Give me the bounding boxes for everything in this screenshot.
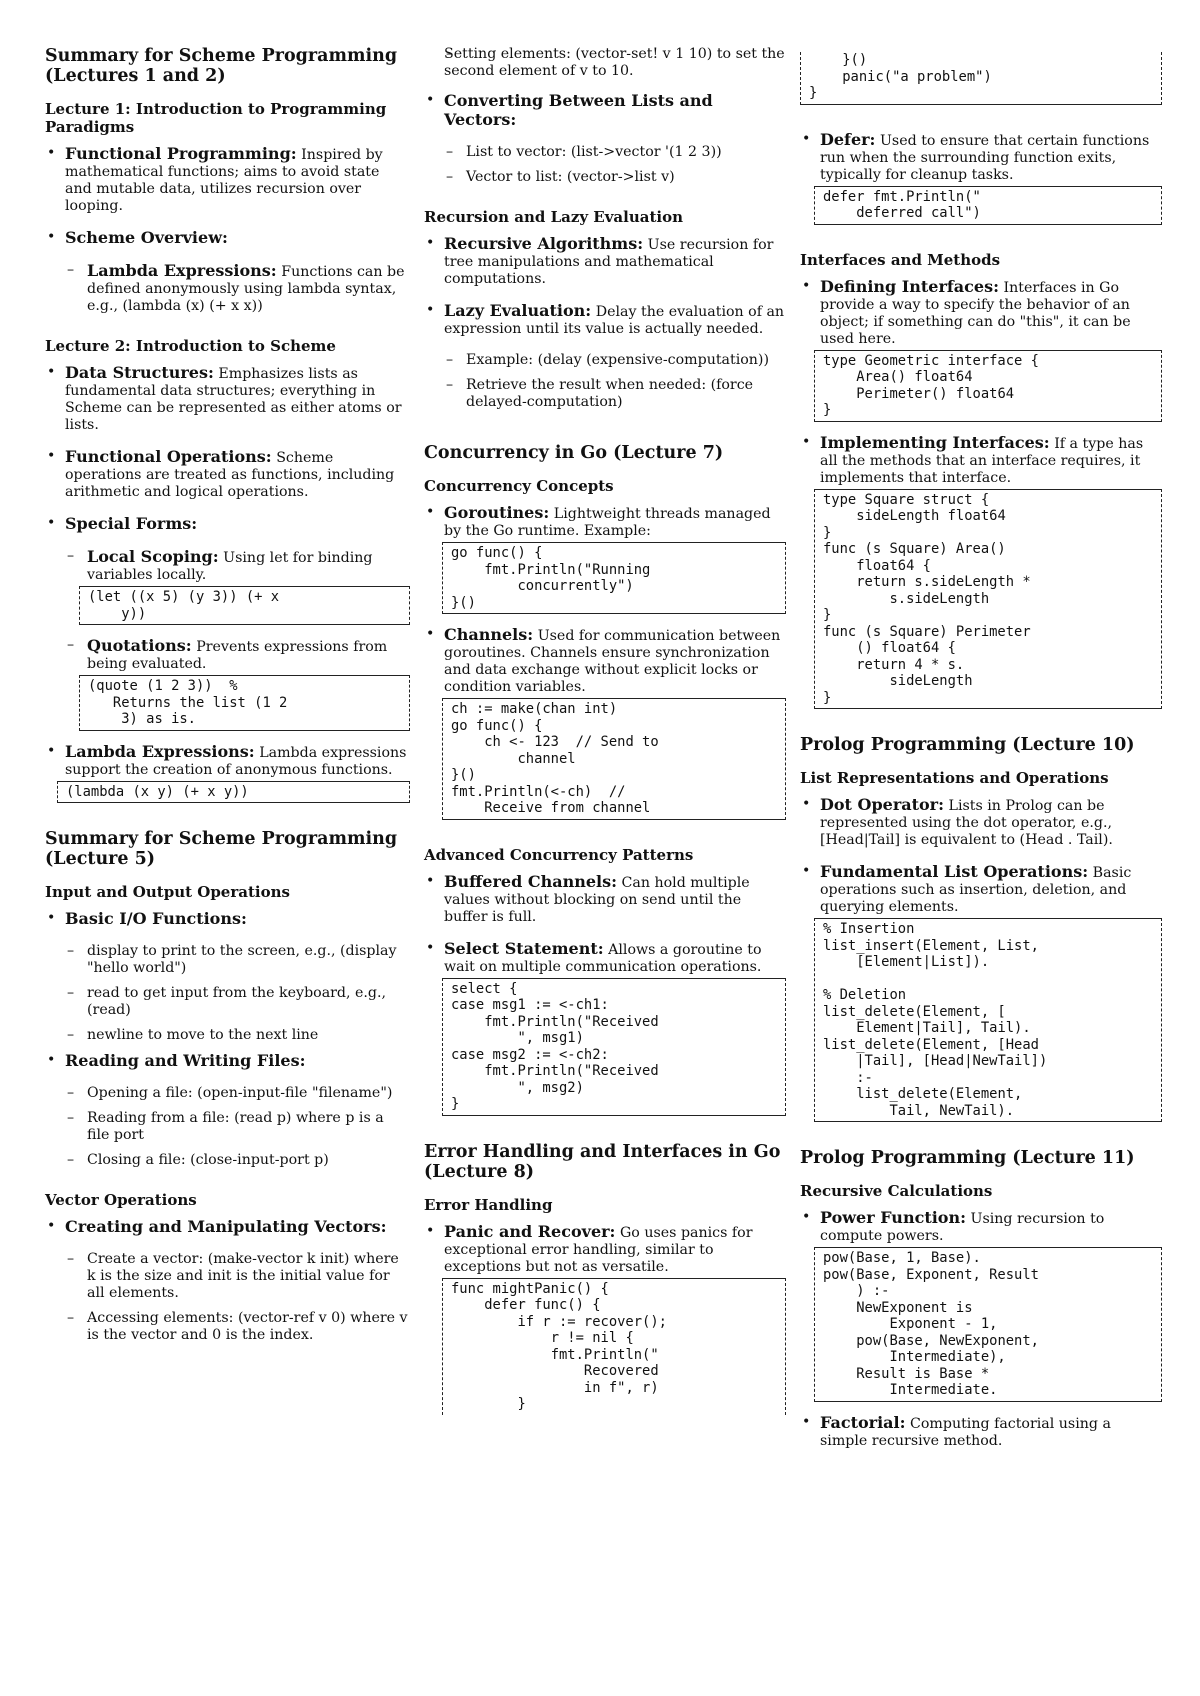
code-block: ch := make(chan int) go func() { ch <- 123 // Send to channel }() fmt.Println(<-ch) // Receive from channel xyxy=(442,698,786,820)
item-label: Quotations: xyxy=(87,636,192,655)
item-label: Functional Operations: xyxy=(65,447,272,466)
sub-item: – Reading from a file: (read p) where p is a file port xyxy=(45,1110,410,1144)
item-text: Scheme operations are treated as functions, including arithmetic and logical operations. xyxy=(65,450,395,500)
list-item xyxy=(45,229,410,248)
subsection-title: Recursive Calculations xyxy=(800,1182,993,1200)
sub-item: – Create a vector: (make-vector k init) where k is the size and init is the initial value for all elements. xyxy=(45,1251,410,1302)
item-text: Computing factorial using a simple recursive method. xyxy=(820,1415,1111,1449)
list-item xyxy=(424,873,786,926)
sub-item: – read to get input from the keyboard, e.g., (read) xyxy=(45,985,410,1019)
item-label: Factorial: xyxy=(820,1412,906,1432)
item-text: Emphasizes lists as fundamental data structures; everything in Scheme can be represented as either atoms or lists. xyxy=(65,366,402,433)
list-item xyxy=(424,235,786,288)
sub-item: – Example: (delay (expensive-computation)) xyxy=(424,352,786,369)
sub-item: – Vector to list: (vector->list v) xyxy=(424,169,786,186)
subsection-title: Recursion and Lazy Evaluation xyxy=(424,208,684,226)
list-item xyxy=(800,131,1162,184)
list-item xyxy=(45,1052,410,1071)
section-title: Prolog Programming (Lecture 10) xyxy=(800,735,1135,755)
list-item xyxy=(45,910,410,929)
item-label: Special Forms: xyxy=(65,514,198,533)
list-item xyxy=(424,302,786,338)
lecture-title: Lecture 1: Introduction to Programming Paradigms xyxy=(45,100,387,136)
list-item xyxy=(45,145,410,215)
code-block: (lambda (x y) (+ x y)) xyxy=(57,781,410,804)
code-block: func mightPanic() { defer func() { if r := recover(); r != nil { fmt.Println(" Recovered in f", r) } xyxy=(442,1278,786,1415)
subsection-title: Vector Operations xyxy=(45,1191,197,1209)
item-label: Defer: xyxy=(820,129,876,149)
item-text: Using recursion to compute powers. xyxy=(820,1211,1105,1244)
code-block: select { case msg1 := <-ch1: fmt.Println("Received ", msg1) case msg2 := <-ch2: fmt.Println("Received ", msg2) } xyxy=(442,978,786,1116)
item-label: Power Function: xyxy=(820,1208,966,1227)
section-title: Summary for Scheme Programming (Lecture 5) xyxy=(45,829,398,869)
item-label: Recursive Algorithms: xyxy=(444,234,644,253)
item-label: Dot Operator: xyxy=(820,795,945,814)
section-title: Concurrency in Go (Lecture 7) xyxy=(424,443,724,463)
item-label: Lambda Expressions: xyxy=(87,261,277,280)
code-block: pow(Base, 1, Base). pow(Base, Exponent, Result ) :- NewExponent is Exponent - 1, pow(Base, NewExponent, Intermediate), Result is Base * Intermediate. xyxy=(814,1247,1162,1402)
code-block: type Geometric interface { Area() float64 Perimeter() float64 } xyxy=(814,350,1162,422)
subsection-title: Error Handling xyxy=(424,1195,553,1214)
code-block: defer fmt.Println(" deferred call") xyxy=(814,186,1162,225)
item-text: Can hold multiple values without blocking on send until the buffer is full. xyxy=(444,874,750,925)
subsection-title: Input and Output Operations xyxy=(45,883,290,901)
list-item xyxy=(424,504,786,540)
code-block: (let ((x 5) (y 3)) (+ x y)) xyxy=(79,586,410,625)
list-item xyxy=(800,1209,1162,1245)
code-block-continued: }() panic("a problem") } xyxy=(800,52,1162,105)
item-text: Prevents expressions from being evaluated. xyxy=(87,639,388,672)
list-item xyxy=(45,1218,410,1237)
item-label: Data Structures: xyxy=(65,363,214,382)
item-label: Functional Programming: xyxy=(65,144,297,163)
item-label: Basic I/O Functions: xyxy=(65,909,247,928)
item-label: Reading and Writing Files: xyxy=(65,1051,306,1070)
item-text: Using let for binding variables locally. xyxy=(87,550,373,583)
sub-item xyxy=(45,262,410,315)
sub-item: – newline to move to the next line xyxy=(45,1027,410,1044)
item-label: Creating and Manipulating Vectors: xyxy=(65,1217,387,1236)
sub-item xyxy=(45,637,410,673)
list-item xyxy=(800,434,1162,487)
item-label: Defining Interfaces: xyxy=(820,276,999,296)
item-label: Goroutines: xyxy=(444,503,550,522)
column-1 xyxy=(45,46,410,1352)
code-block: type Square struct { sideLength float64 } func (s Square) Area() float64 { return s.sideLength * s.sideLength } func (s Square) Perimeter () float64 { return 4 * s. sideLength } xyxy=(814,489,1162,710)
sub-item: – Setting elements: (vector-set! v 1 10) to set the second element of v to 10. xyxy=(424,46,786,80)
item-label: Panic and Recover: xyxy=(444,1221,616,1241)
item-label: Channels: xyxy=(444,625,534,644)
list-item xyxy=(800,863,1162,916)
item-label: Fundamental List Operations: xyxy=(820,862,1089,881)
item-label: Scheme Overview: xyxy=(65,228,228,247)
list-item xyxy=(424,1223,786,1276)
sub-item: – Retrieve the result when needed: (force delayed-computation) xyxy=(424,377,786,411)
list-item xyxy=(800,278,1162,348)
section-title: Error Handling and Interfaces in Go (Lecture 8) xyxy=(424,1141,781,1182)
item-text: Use recursion for tree manipulations and mathematical computations. xyxy=(444,237,774,287)
item-text: Lists in Prolog can be represented using the dot operator, e.g., [Head|Tail] is equivalent to (Head . Tail). xyxy=(820,798,1113,848)
subsection-title: Interfaces and Methods xyxy=(800,250,1001,269)
section-title: Summary for Scheme Programming (Lectures 1 and 2) xyxy=(45,46,398,86)
list-item xyxy=(800,796,1162,849)
item-text: Basic operations such as insertion, deletion, and querying elements. xyxy=(820,865,1132,915)
item-text: Inspired by mathematical functions; aims to avoid state and mutable data, utilizes recursion over looping. xyxy=(65,147,383,214)
lecture-title: Lecture 2: Introduction to Scheme xyxy=(45,337,336,355)
item-text: Allows a goroutine to wait on multiple communication operations. xyxy=(444,941,762,975)
item-text: If a type has all the methods that an interface requires, it implements that interface. xyxy=(820,435,1144,486)
item-label: Lazy Evaluation: xyxy=(444,301,592,320)
list-item xyxy=(800,1414,1162,1450)
item-label: Local Scoping: xyxy=(87,547,219,566)
item-text: Delay the evaluation of an expression until its value is actually needed. xyxy=(444,304,785,337)
item-label: Implementing Interfaces: xyxy=(820,432,1050,452)
list-item xyxy=(45,364,410,434)
subsection-title: Advanced Concurrency Patterns xyxy=(424,845,694,864)
item-text: Interfaces in Go provide a way to specify the behavior of an object; if something can do "this", it can be used here. xyxy=(820,279,1131,347)
code-block: % Insertion list_insert(Element, List, [Element|List]). % Deletion list_delete(Element, [ Element|Tail], Tail). list_delete(Element, [Head |Tail], [Head|NewTail]) :- list_delete(Element, Tail, NewTail). xyxy=(814,918,1162,1122)
item-text: Functions can be defined anonymously using lambda syntax, e.g., (lambda (x) (+ x x)) xyxy=(87,264,405,314)
item-text: Go uses panics for exceptional error handling, similar to exceptions but not as versatile. xyxy=(444,1224,753,1275)
item-label: Lambda Expressions: xyxy=(65,741,255,761)
section-title: Prolog Programming (Lecture 11) xyxy=(800,1148,1135,1168)
item-label: Buffered Channels: xyxy=(444,871,618,891)
code-block: go func() { fmt.Println("Running concurrently") }() xyxy=(442,542,786,614)
list-item xyxy=(424,92,786,130)
item-text: Lightweight threads managed by the Go runtime. Example: xyxy=(444,506,771,539)
list-item xyxy=(45,743,410,779)
column-2 xyxy=(424,46,786,1427)
sub-item: – Closing a file: (close-input-port p) xyxy=(45,1152,410,1169)
subsection-title: List Representations and Operations xyxy=(800,769,1109,787)
list-item xyxy=(45,515,410,534)
sub-item: – Opening a file: (open-input-file "filename") xyxy=(45,1085,410,1102)
item-label: Select Statement: xyxy=(444,938,604,958)
sub-item: – Accessing elements: (vector-ref v 0) where v is the vector and 0 is the index. xyxy=(45,1310,410,1344)
code-block: (quote (1 2 3)) % Returns the list (1 2 3) as is. xyxy=(79,675,410,731)
item-label: Converting Between Lists and Vectors: xyxy=(444,91,713,129)
sub-item: – display to print to the screen, e.g., (display "hello world") xyxy=(45,943,410,977)
list-item xyxy=(45,448,410,501)
sub-item: – List to vector: (list->vector '(1 2 3)) xyxy=(424,144,786,161)
item-text: Used for communication between goroutines. Channels ensure synchronization and data exchange without explicit locks or condition variables. xyxy=(444,628,781,695)
list-item xyxy=(424,940,786,976)
column-3 xyxy=(800,52,1162,1464)
item-text: Lambda expressions support the creation of anonymous functions. xyxy=(65,744,407,778)
sub-item xyxy=(45,548,410,584)
item-text: Used to ensure that certain functions run when the surrounding function exits, typically for cleanup tasks. xyxy=(820,132,1150,183)
list-item xyxy=(424,626,786,696)
subsection-title: Concurrency Concepts xyxy=(424,477,614,495)
